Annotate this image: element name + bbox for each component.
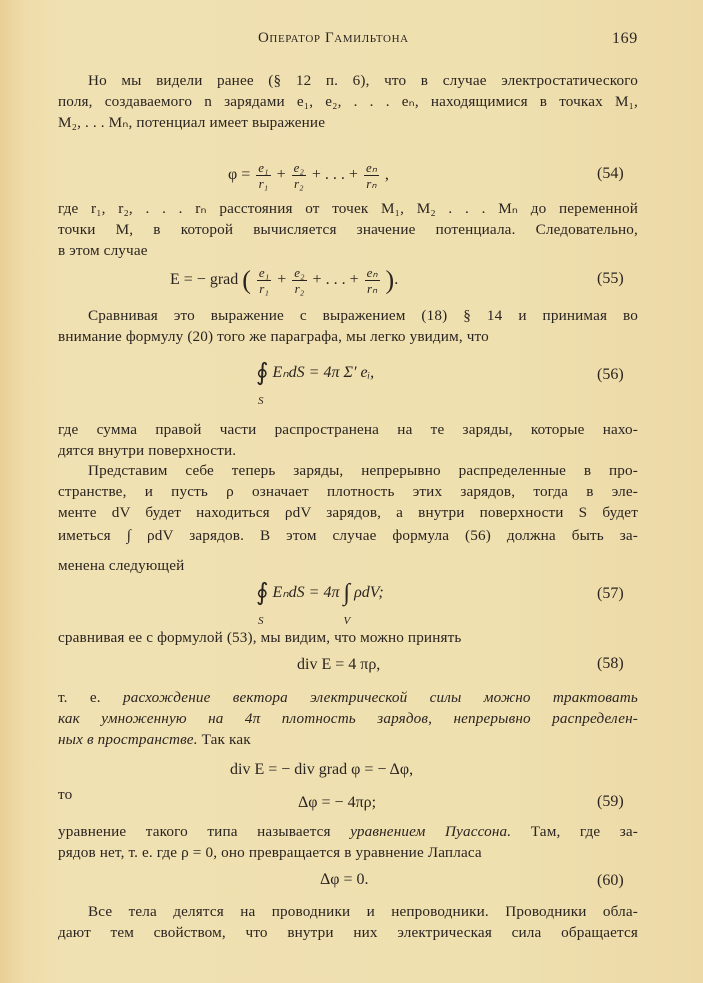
paragraph-line: ных в пространстве. Так как xyxy=(58,731,251,748)
equation-60: Δφ = 0. xyxy=(320,871,369,888)
paragraph-line: где r₁, r₂, . . . rₙ расстояния от точек M₁, M₂ . . . Mₙ до переменной xyxy=(58,200,638,217)
paragraph-line: как умноженную на 4π плотность зарядов, непрерывно распределен- xyxy=(58,710,638,727)
paragraph-line: уравнение такого типа называется уравнением Пуассона. Там, где за- xyxy=(58,823,639,840)
equation-55: E = − grad ( $\frac{\text{e₁}}{\text{r₁}}$ + $\frac{\text{e₂}}{\text{r₂}}$ + . . . + $\frac{\text{eₙ}}{\text{rₙ}}$ ). xyxy=(170,265,399,296)
equation-number-57: (57) xyxy=(597,585,624,602)
page-number: 169 xyxy=(612,30,638,47)
paragraph-line: Сравнивая это выражение с выражением (18) § 14 и принимая во xyxy=(88,307,638,324)
paragraph-line: точки M, в которой вычисляется значение потенциала. Следовательно, xyxy=(58,221,638,238)
equation-number-55: (55) xyxy=(597,270,624,287)
running-header-title: Оператор Гамильтона xyxy=(258,30,409,46)
paragraph-line: рядов нет, т. е. где ρ = 0, оно превращается в уравнение Лапласа xyxy=(58,844,482,861)
paragraph-line: где сумма правой части распространена на те заряды, которые нахо- xyxy=(58,421,638,438)
paragraph-line: Все тела делятся на проводники и непроводники. Проводники обла- xyxy=(88,903,638,920)
equation-number-59: (59) xyxy=(597,793,624,810)
equation-div-grad: div E = − div grad φ = − Δφ, xyxy=(230,761,414,778)
paragraph-line: то xyxy=(58,786,73,803)
paragraph-line: поля, создаваемого n зарядами e₁, e₂, . . . eₙ, находящимися в точках M₁, xyxy=(58,93,638,110)
equation-number-58: (58) xyxy=(597,655,624,672)
paragraph-line: дают тем свойством, что внутри них электрическая сила обращается xyxy=(58,924,638,941)
equation-number-54: (54) xyxy=(597,165,624,182)
paragraph-line: странстве, и пусть ρ означает плотность этих зарядов, тогда в эле- xyxy=(58,483,638,500)
paragraph-line: иметься ∫ ρdV зарядов. В этом случае формула (56) должна быть за- xyxy=(58,527,638,544)
equation-number-56: (56) xyxy=(597,366,624,383)
equation-57: ∮ S EₙdS = 4π ∫ V ρdV; xyxy=(256,580,384,628)
paragraph-line: M₂, . . . Mₙ, потенциал имеет выражение xyxy=(58,114,326,131)
paragraph-line: менте dV будет находиться ρdV зарядов, а внутри поверхности S будет xyxy=(58,504,638,521)
equation-56: ∮ S EₙdS = 4π Σ′ eᵢ, xyxy=(256,360,375,408)
paragraph-line: Представим себе теперь заряды, непрерывно распределенные в про- xyxy=(88,462,638,479)
equation-number-60: (60) xyxy=(597,872,624,889)
paragraph-line: дятся внутри поверхности. xyxy=(58,442,237,459)
paragraph-line: внимание формулу (20) того же параграфа, мы легко увидим, что xyxy=(58,328,489,345)
paragraph-line: т. е. расхождение вектора электрической силы можно трактовать xyxy=(58,689,638,706)
equation-59: Δφ = − 4πρ; xyxy=(298,794,377,811)
paragraph-line: в этом случае xyxy=(58,242,148,259)
equation-54: φ = $\frac{\text{e₁}}{\text{r₁}}$ + $\frac{\text{e₂}}{\text{r₂}}$ + . . . + $\frac{\text{eₙ}}{\text{rₙ}}$ , xyxy=(228,160,389,191)
paragraph-line: менена следующей xyxy=(58,557,185,574)
paragraph-line: сравнивая ее с формулой (53), мы видим, что можно принять xyxy=(58,629,462,646)
equation-58: div E = 4 πρ, xyxy=(297,656,381,673)
paragraph-line: Но мы видели ранее (§ 12 п. 6), что в случае электростатического xyxy=(88,72,638,89)
